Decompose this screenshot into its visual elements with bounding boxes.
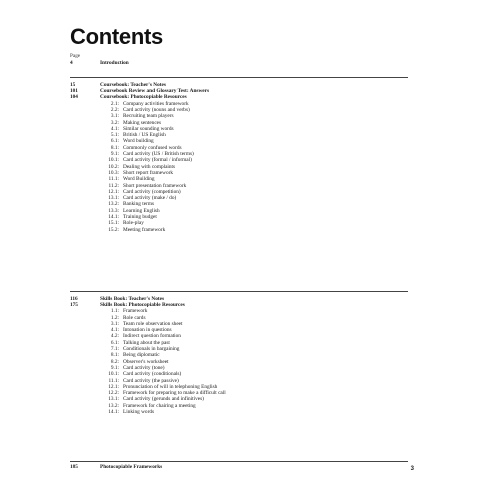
- toc-entry-title: Card activity (the passive): [123, 377, 179, 384]
- toc-entry-title: Training budget: [123, 214, 157, 221]
- toc-entry-number: 11.2:: [108, 182, 119, 189]
- page-number: 3: [410, 466, 414, 472]
- toc-entry[interactable]: [70, 403, 408, 409]
- toc-page-number: 104: [70, 94, 78, 101]
- toc-entry-title: Making sentences: [123, 119, 162, 126]
- toc-entry-title: Card activity (competition): [123, 188, 181, 195]
- toc-heading: Coursebook: Teacher's Notes: [100, 81, 166, 88]
- coursebook-headers: [70, 82, 408, 101]
- toc-entry[interactable]: [70, 221, 408, 227]
- toc-heading: Coursebook: Photocopiable Resources: [100, 94, 187, 101]
- toc-entry[interactable]: [70, 309, 408, 315]
- toc-entry-number: 11.1:: [108, 176, 119, 183]
- page-title: Contents: [70, 24, 163, 49]
- toc-entry[interactable]: [70, 164, 408, 170]
- toc-entry[interactable]: [70, 321, 408, 327]
- toc-entry-title: Learning English: [123, 207, 160, 214]
- toc-entry-number: 11.1:: [108, 377, 119, 384]
- divider: [70, 77, 408, 78]
- toc-entry-number: 3.2:: [110, 119, 119, 126]
- toc-entry[interactable]: [70, 397, 408, 403]
- toc-entry-number: 8.2:: [110, 358, 119, 365]
- toc-entry-number: 1.2:: [110, 314, 119, 321]
- toc-entry-number: 14.1:: [108, 409, 119, 416]
- toc-entry[interactable]: [70, 353, 408, 359]
- toc-entry[interactable]: [70, 391, 408, 397]
- toc-entry-number: 12.2:: [108, 390, 119, 397]
- toc-entry[interactable]: [70, 114, 408, 120]
- toc-entry-title: Card activity (tone): [123, 364, 165, 371]
- toc-entry-title: Card activity (US / British terms): [123, 151, 194, 158]
- toc-entry[interactable]: [70, 347, 408, 353]
- toc-entry-number: 8.1:: [110, 144, 119, 151]
- toc-page-number: 116: [70, 295, 78, 302]
- toc-entry-title: Framework: [123, 308, 148, 315]
- toc-heading: Skills Book: Photocopiable Resources: [100, 301, 185, 308]
- toc-entry-number: 4.1:: [110, 125, 119, 132]
- toc-entry-title: British / US English: [123, 132, 166, 139]
- toc-entry-number: 13.2:: [108, 201, 119, 208]
- toc-entry-title: Commonly confused words: [123, 144, 182, 151]
- toc-entry-number: 12.1:: [108, 188, 119, 195]
- toc-entry-title: Dealing with complaints: [123, 163, 176, 170]
- toc-entry[interactable]: [70, 227, 408, 233]
- toc-entry[interactable]: [70, 340, 408, 346]
- toc-entry-title: Role cards: [123, 314, 146, 321]
- toc-entry-title: Conditionals in bargaining: [123, 346, 180, 353]
- toc-heading-row[interactable]: [70, 302, 408, 308]
- toc-entry-title: Card activity (gerunds and infinitives): [123, 396, 204, 403]
- toc-entry-title: Recruiting team players: [123, 113, 174, 120]
- skills-book-entries: [70, 309, 408, 416]
- toc-entry-title: Framework for chairing a meeting: [123, 402, 196, 409]
- toc-entry[interactable]: [70, 334, 408, 340]
- toc-entry-title: Linking words: [123, 409, 155, 416]
- toc-heading: Coursebook Review and Glossary Test: Answers: [100, 87, 210, 94]
- toc-entry-number: 15.2:: [108, 226, 119, 233]
- toc-entry-title: Company activities framework: [123, 100, 189, 107]
- toc-entry-number: 9.1:: [110, 151, 119, 158]
- toc-entry-number: 7.1:: [110, 346, 119, 353]
- toc-entry[interactable]: [70, 410, 408, 416]
- intro-section: [70, 60, 408, 66]
- page-column-label: Page: [70, 53, 81, 59]
- toc-entry-number: 14.1:: [108, 214, 119, 221]
- toc-entry-number: 2.2:: [110, 106, 119, 113]
- toc-entry[interactable]: [70, 139, 408, 145]
- toc-entry-title: Intonation in questions: [123, 327, 172, 334]
- toc-entry-title: Role-play: [123, 220, 144, 227]
- toc-entry[interactable]: [70, 202, 408, 208]
- toc-entry[interactable]: [70, 177, 408, 183]
- toc-entry[interactable]: [70, 152, 408, 158]
- toc-entry-number: 4.1:: [110, 327, 119, 334]
- toc-entry-title: Word Building: [123, 176, 155, 183]
- toc-entry[interactable]: [70, 328, 408, 334]
- toc-entry[interactable]: [70, 133, 408, 139]
- coursebook-entries: [70, 101, 408, 233]
- toc-entry[interactable]: [70, 196, 408, 202]
- toc-entry[interactable]: [70, 189, 408, 195]
- toc-entry[interactable]: [70, 126, 408, 132]
- toc-entry-title: Similar sounding words: [123, 125, 174, 132]
- toc-entry-number: 10.1:: [108, 371, 119, 378]
- toc-entry-number: 2.1:: [110, 100, 119, 107]
- toc-entry-title: Talking about the past: [123, 339, 170, 346]
- toc-entry-number: 5.1:: [110, 132, 119, 139]
- toc-entry-number: 4.2:: [110, 333, 119, 340]
- toc-entry-title: Card activity (formal / informal): [123, 157, 192, 164]
- toc-entry-number: 8.1:: [110, 352, 119, 359]
- toc-entry-title: Indirect question formation: [123, 333, 181, 340]
- toc-entry-number: 3.1:: [110, 113, 119, 120]
- toc-entry-number: 10.1:: [108, 157, 119, 164]
- toc-entry[interactable]: [70, 145, 408, 151]
- divider: [70, 291, 408, 292]
- toc-entry-title: Card activity (make / do): [123, 195, 177, 202]
- toc-entry-title: Card activity (conditionals): [123, 371, 182, 378]
- toc-entry[interactable]: [70, 365, 408, 371]
- toc-entry-number: 10.2:: [108, 163, 119, 170]
- toc-entry-number: 9.1:: [110, 364, 119, 371]
- toc-entry-number: 13.1:: [108, 195, 119, 202]
- toc-entry-title: Banking terms: [123, 201, 155, 208]
- toc-entry-title: Framework for preparing to make a difficult call: [123, 390, 226, 397]
- toc-entry-number: 10.3:: [108, 169, 119, 176]
- skills-book-section: [70, 296, 408, 416]
- toc-entry[interactable]: [70, 315, 408, 321]
- toc-entry[interactable]: [70, 208, 408, 214]
- toc-entry-title: Observer's worksheet: [123, 358, 169, 365]
- toc-entry-title: Pronunciation of will in telephoning English: [123, 383, 218, 390]
- toc-entry-number: 1.1:: [110, 308, 119, 315]
- toc-entry[interactable]: [70, 384, 408, 390]
- toc-entry[interactable]: [70, 120, 408, 126]
- toc-page-number: 4: [70, 59, 73, 66]
- toc-entry[interactable]: [70, 101, 408, 107]
- toc-entry-title: Card activity (nouns and verbs): [123, 106, 190, 113]
- toc-entry[interactable]: [70, 378, 408, 384]
- toc-heading: Introduction: [100, 59, 129, 66]
- toc-entry-title: Meeting framework: [123, 226, 166, 233]
- toc-heading-row[interactable]: [70, 60, 408, 66]
- toc-entry[interactable]: [70, 183, 408, 189]
- toc-entry[interactable]: [70, 372, 408, 378]
- toc-heading: Photocopiable Frameworks: [100, 463, 163, 470]
- toc-entry[interactable]: [70, 107, 408, 113]
- toc-page-number: 101: [70, 87, 78, 94]
- toc-page-number: 175: [70, 301, 78, 308]
- frameworks-section: [70, 464, 408, 470]
- toc-entry[interactable]: [70, 215, 408, 221]
- toc-heading: Skills Book: Teacher's Notes: [100, 295, 165, 302]
- toc-entry-title: Being diplomatic: [123, 352, 160, 359]
- toc-entry[interactable]: [70, 359, 408, 365]
- toc-entry-number: 12.1:: [108, 383, 119, 390]
- toc-entry-number: 13.1:: [108, 396, 119, 403]
- toc-entry-title: Short presentation framework: [123, 182, 187, 189]
- toc-entry-number: 15.1:: [108, 220, 119, 227]
- toc-heading-row[interactable]: [70, 95, 408, 101]
- toc-page-number: 185: [70, 463, 78, 470]
- toc-entry-title: Word building: [123, 138, 154, 145]
- divider: [70, 461, 408, 462]
- toc-entry-title: Short report framework: [123, 169, 174, 176]
- toc-entry-number: 6.1:: [110, 339, 119, 346]
- toc-entry-number: 3.1:: [110, 320, 119, 327]
- skills-book-headers: [70, 296, 408, 309]
- toc-entry-title: Team role observation sheet: [123, 320, 183, 327]
- toc-entry[interactable]: [70, 158, 408, 164]
- toc-entry[interactable]: [70, 170, 408, 176]
- toc-entry-number: 13.3:: [108, 207, 119, 214]
- toc-heading-row[interactable]: [70, 464, 408, 470]
- toc-page-number: 15: [70, 81, 76, 88]
- coursebook-section: [70, 82, 408, 233]
- toc-entry-number: 6.1:: [110, 138, 119, 145]
- toc-entry-number: 13.2:: [108, 402, 119, 409]
